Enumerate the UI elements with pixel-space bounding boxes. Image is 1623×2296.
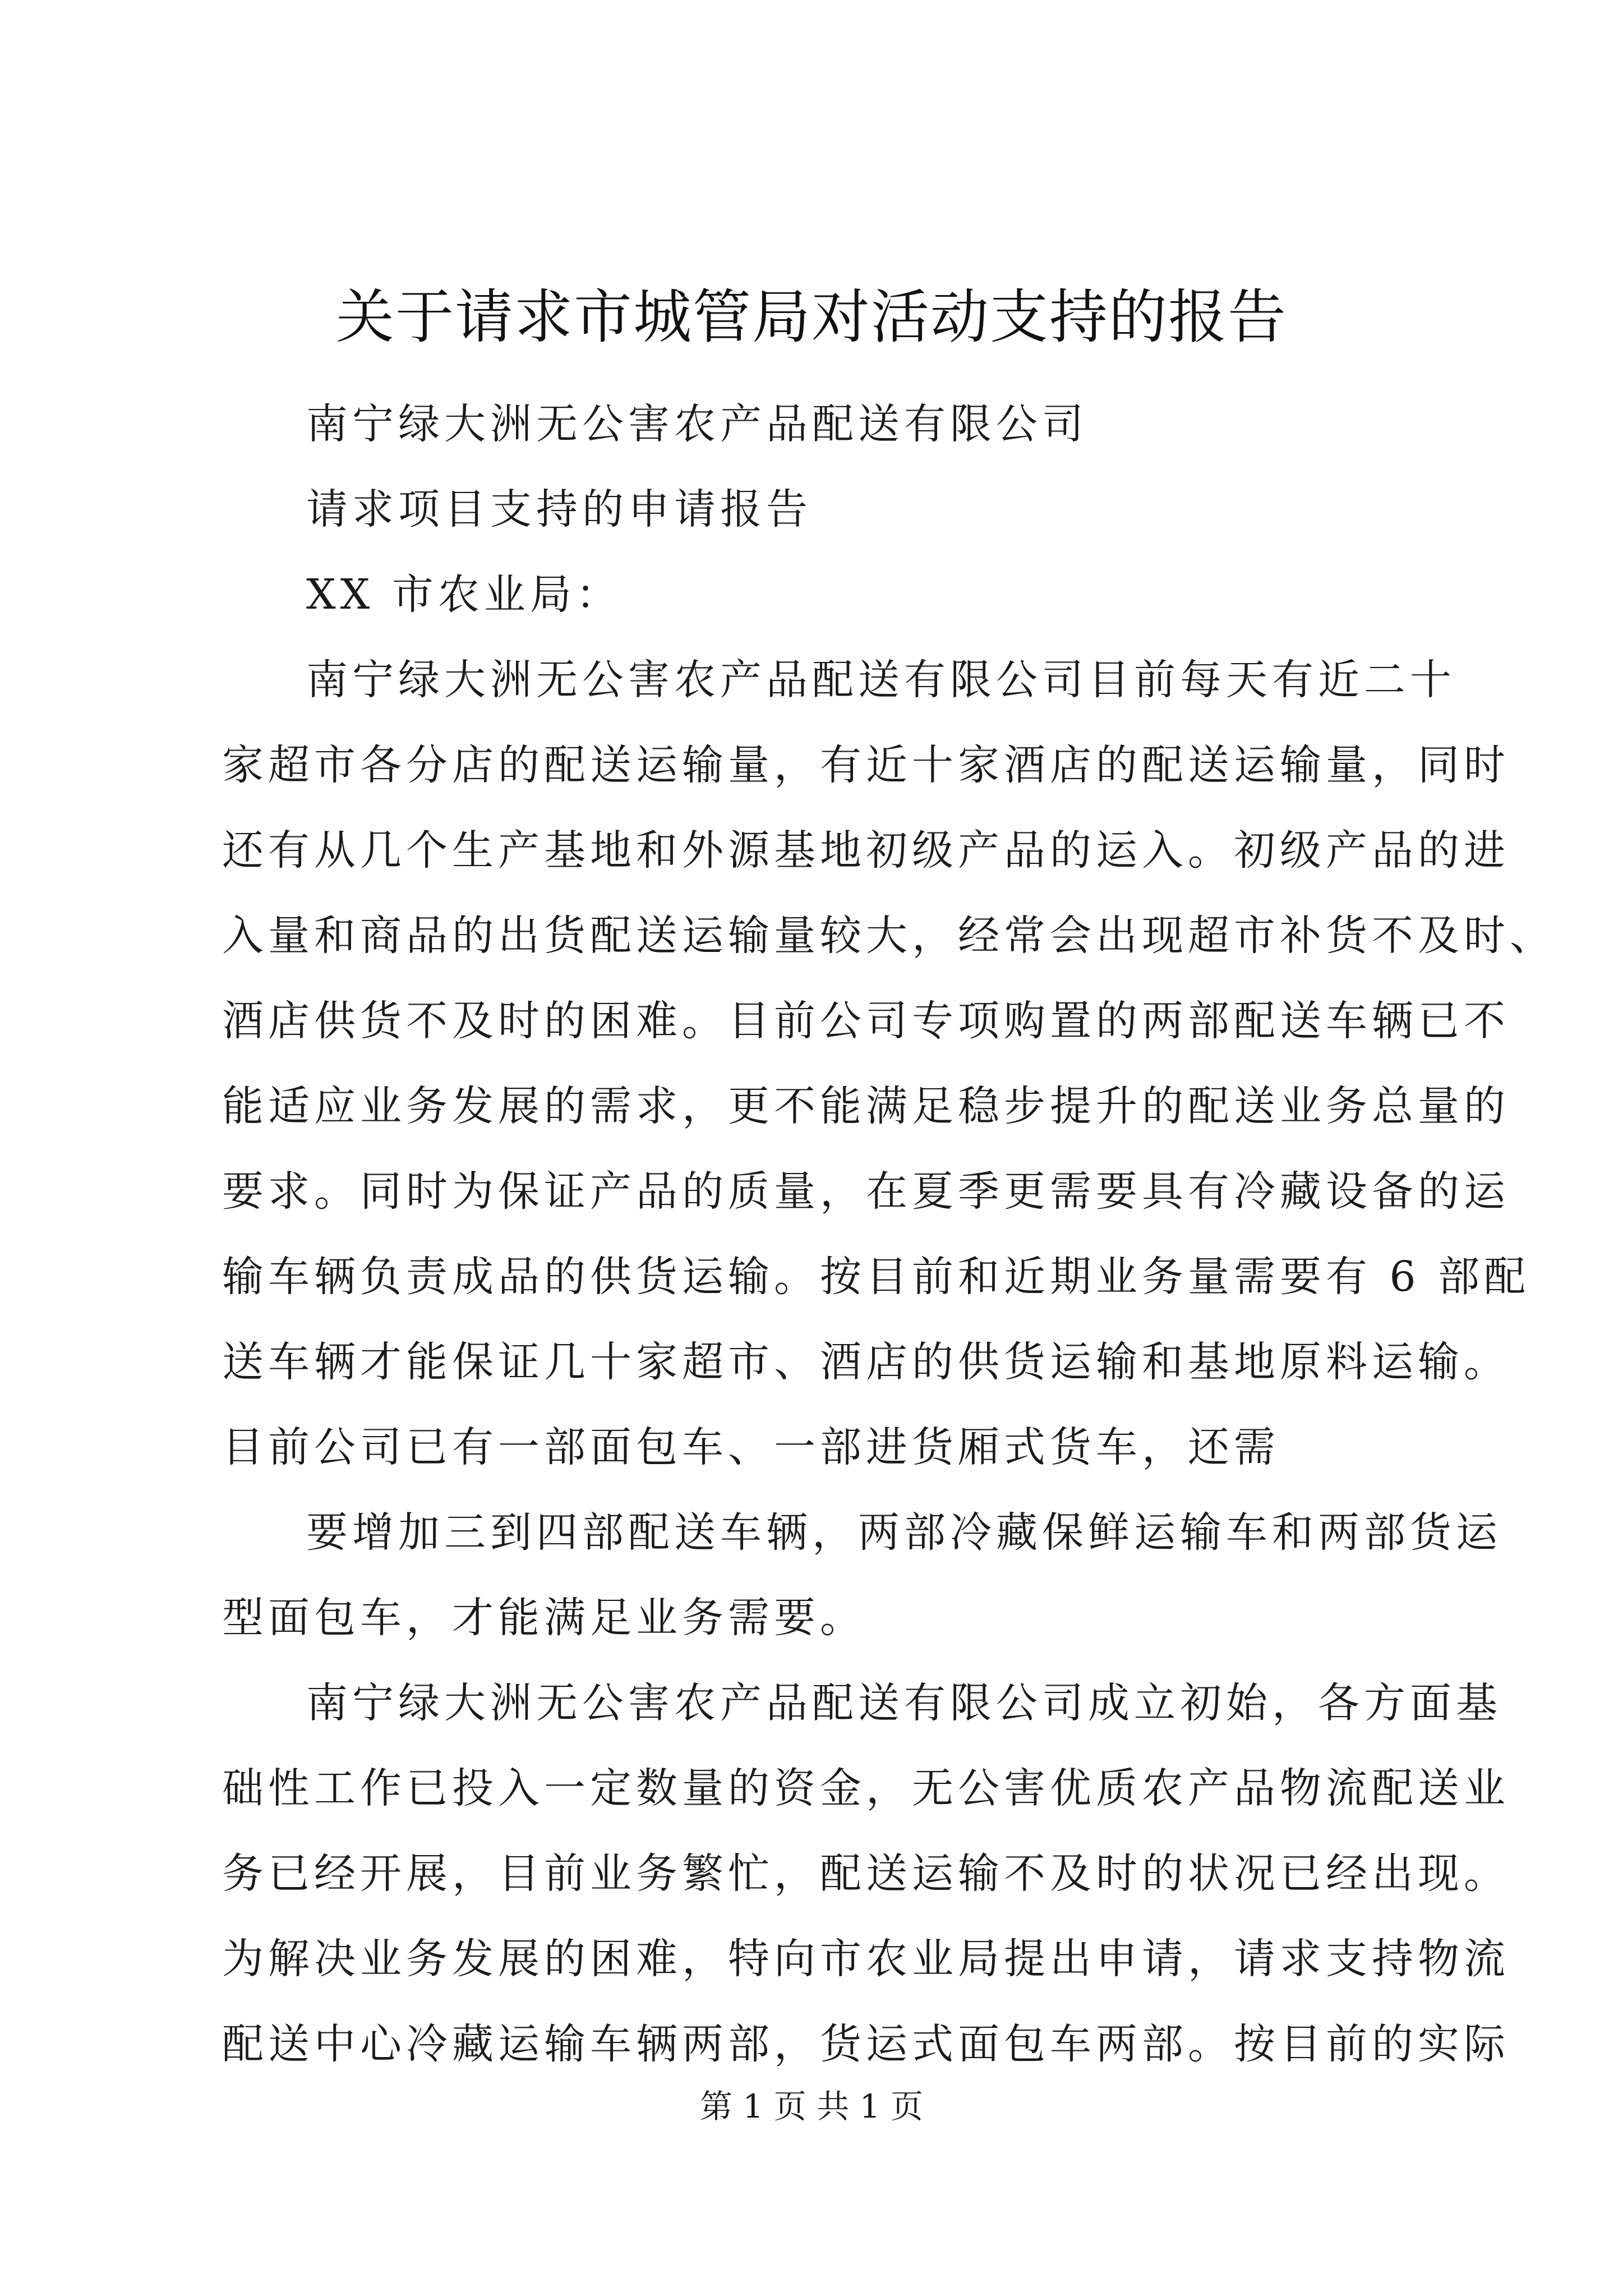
text-line: 南宁绿大洲无公害农产品配送有限公司成立初始，各方面基 bbox=[306, 1679, 1502, 1727]
text-line: 请求项目支持的申请报告 bbox=[306, 485, 812, 533]
document-body bbox=[222, 381, 1556, 2087]
document-title: 关于请求市城管局对活动支持的报告 bbox=[335, 283, 1287, 351]
text-line: 南宁绿大洲无公害农产品配送有限公司目前每天有近二十 bbox=[306, 656, 1456, 704]
text-line: 要求。同时为保证产品的质量，在夏季更需要具有冷藏设备的运 bbox=[222, 1167, 1510, 1216]
salutation-line: XX 市农业局： bbox=[306, 570, 622, 619]
text-line: 务已经开展，目前业务繁忙，配送运输不及时的状况已经出现。 bbox=[222, 1849, 1510, 1898]
text-line: 送车辆才能保证几十家超市、酒店的供货运输和基地原料运输。 bbox=[222, 1338, 1510, 1386]
text-line: 目前公司已有一部面包车、一部进货厢式货车，还需 bbox=[222, 1423, 1280, 1471]
text-line: 酒店供货不及时的困难。目前公司专项购置的两部配送车辆已不 bbox=[222, 997, 1510, 1045]
text-line: 南宁绿大洲无公害农产品配送有限公司 bbox=[306, 400, 1088, 448]
text-line: 配送中心冷藏运输车辆两部，货运式面包车两部。按目前的实际 bbox=[222, 2020, 1510, 2068]
text-line: 础性工作已投入一定数量的资金，无公害优质农产品物流配送业 bbox=[222, 1764, 1510, 1812]
text-line: 要增加三到四部配送车辆，两部冷藏保鲜运输车和两部货运 bbox=[306, 1508, 1502, 1557]
text-line: 能适应业务发展的需求，更不能满足稳步提升的配送业务总量的 bbox=[222, 1082, 1510, 1130]
text-line: 入量和商品的出货配送运输量较大，经常会出现超市补货不及时、 bbox=[222, 912, 1556, 960]
page-number-footer: 第 1 页 共 1 页 bbox=[700, 2087, 923, 2125]
text-line: 输车辆负责成品的供货运输。按目前和近期业务量需要有 6 部配 bbox=[222, 1253, 1530, 1301]
text-line: 还有从几个生产基地和外源基地初级产品的运入。初级产品的进 bbox=[222, 826, 1510, 875]
text-line: 为解决业务发展的困难，特向市农业局提出申请，请求支持物流 bbox=[222, 1935, 1510, 1983]
text-line: 型面包车，才能满足业务需要。 bbox=[222, 1594, 866, 1642]
text-line: 家超市各分店的配送运输量，有近十家酒店的配送运输量，同时 bbox=[222, 741, 1510, 789]
